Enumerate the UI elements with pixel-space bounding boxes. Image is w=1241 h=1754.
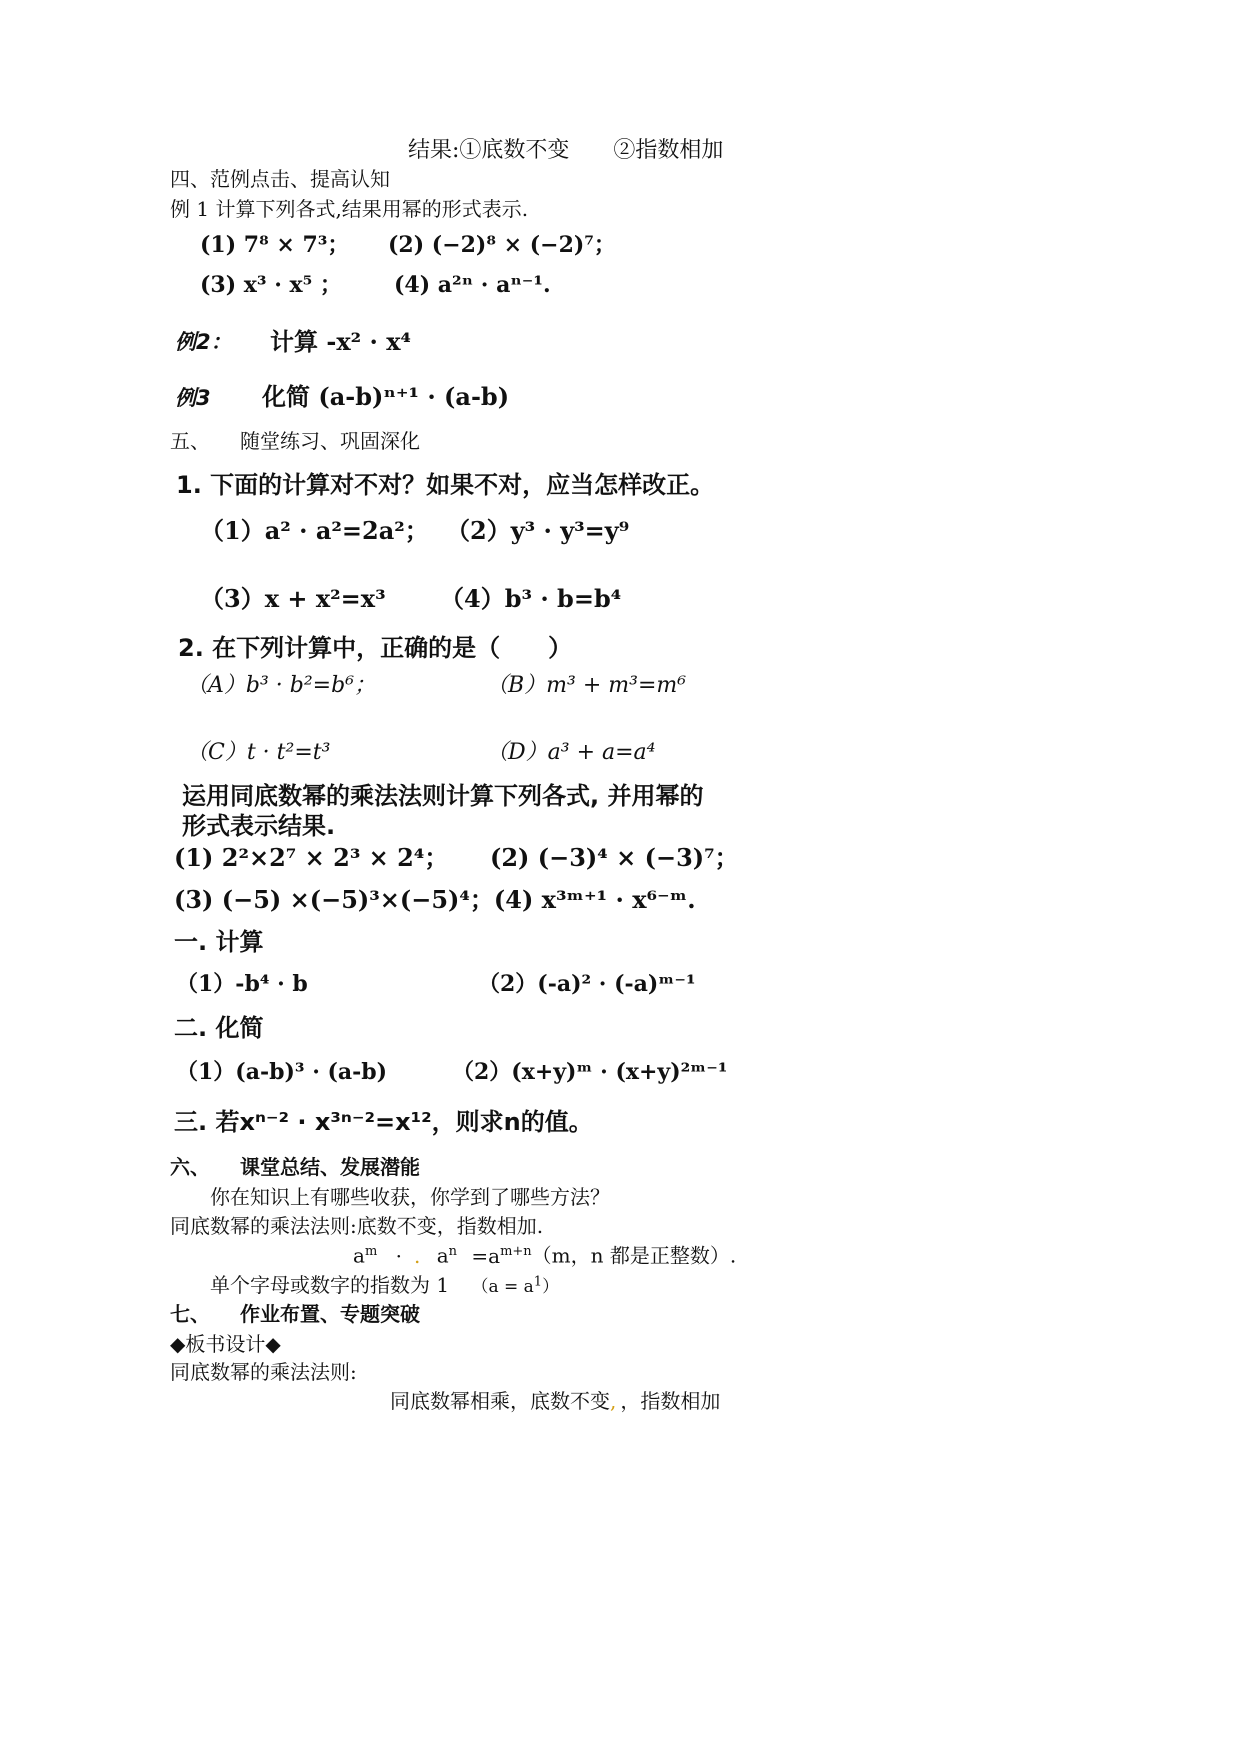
ex1-item-1: (1) 7⁸ × 7³； <box>200 232 350 258</box>
result-line: 结果:①底数不变 ②指数相加 <box>408 138 724 163</box>
single-exponent <box>210 1275 559 1296</box>
part-two-heading: 二. 化简 <box>174 1014 264 1042</box>
formula-exp-mn: m+n <box>500 1244 532 1259</box>
board-summary: 同底数幂相乘，底数不变, ，指数相加 <box>390 1389 721 1413</box>
summary-question: 你在知识上有哪些收获，你学到了哪些方法？ <box>210 1185 610 1209</box>
question-3-line-2: 形式表示结果. <box>182 812 336 840</box>
example2-label: 例2： <box>175 330 232 354</box>
example2-text: 计算 -x² · x⁴ <box>270 327 412 356</box>
section4-heading: 四、范例点击、提高认知 <box>170 167 390 191</box>
formula-exp-n: n <box>448 1244 458 1259</box>
question-2: 2. 在下列计算中，正确的是（ ） <box>178 634 573 662</box>
q2-option-c: （C）t · t²=t³ <box>186 740 331 765</box>
ex1-item-3: (3) x³ · x⁵ ； <box>200 272 342 298</box>
q1-item-1: （1）a² · a²=2a²； <box>200 516 429 545</box>
q3-item-3: (3) (−5) ×(−5)³×(−5)⁴；(4) x³ᵐ⁺¹ · x⁶⁻ᵐ. <box>174 885 696 914</box>
q1-item-4: （4）b³ · b=b⁴ <box>440 584 622 613</box>
part-one-item-2: （2）(-a)² · (-a)ᵐ⁻¹ <box>478 971 696 997</box>
formula-base-a: a <box>353 1243 365 1268</box>
single-exponent-text: 单个字母或数字的指数为 1 <box>210 1273 450 1297</box>
q3-item-1: (1) 2²×2⁷ × 2³ × 2⁴； <box>174 843 449 872</box>
question-1: 1. 下面的计算对不对？如果不对，应当怎样改正。 <box>176 471 715 499</box>
ex1-item-2: (2) (−2)⁸ × (−2)⁷； <box>388 232 616 258</box>
board-subtitle: 同底数幂的乘法法则: <box>170 1360 357 1384</box>
part-one-item-1: （1）-b⁴ · b <box>176 971 308 997</box>
section6-heading: 六、 课堂总结、发展潜能 <box>170 1155 420 1179</box>
board-summary-a: 同底数幂相乘，底数不变 <box>390 1389 610 1413</box>
q2-option-b: （B）m³ + m³=m⁶ <box>486 673 687 698</box>
example3-text: 化简 (a-b)ⁿ⁺¹ · (a-b) <box>262 382 510 411</box>
part-two-item-2: （2）(x+y)ᵐ · (x+y)²ᵐ⁻¹ <box>452 1059 728 1085</box>
formula-dot: · <box>395 1243 402 1268</box>
section7-heading: 七、 作业布置、专题突破 <box>170 1302 420 1326</box>
question-3-line-1: 运用同底数幂的乘法法则计算下列各式, 并用幂的 <box>182 782 704 810</box>
formula-note: （m，n 都是正整数）. <box>531 1243 737 1268</box>
formula-line <box>353 1245 736 1266</box>
example1-intro: 例 1 计算下列各式,结果用幂的形式表示. <box>170 197 529 221</box>
q2-option-a: （A）b³ · b²=b⁶； <box>186 673 377 698</box>
q1-item-3: （3）x + x²=x³ <box>200 584 386 613</box>
formula-exp-m: m <box>364 1244 378 1259</box>
q1-item-2: （2）y³ · y³=y⁹ <box>446 516 630 545</box>
single-exponent-note: $(a = a^1)$ <box>471 1274 560 1297</box>
formula-mark: . <box>413 1243 421 1268</box>
q3-item-2: (2) (−3)⁴ × (−3)⁷； <box>490 843 739 872</box>
part-two-item-1: （1）(a-b)³ · (a-b) <box>176 1059 388 1085</box>
ex1-item-4: (4) a²ⁿ · aⁿ⁻¹. <box>394 272 551 298</box>
formula-result: =a <box>471 1243 501 1268</box>
part-three: 三. 若xⁿ⁻² · x³ⁿ⁻²=x¹²，则求n的值。 <box>174 1108 593 1136</box>
part-one-heading: 一. 计算 <box>174 928 264 956</box>
section5-heading: 五、 随堂练习、巩固深化 <box>170 429 420 453</box>
board-title: ◆板书设计◆ <box>170 1332 281 1356</box>
formula-base-a2: a <box>436 1243 449 1268</box>
board-summary-b: 指数相加 <box>640 1389 721 1413</box>
example3-label: 例3 <box>175 386 211 410</box>
q2-option-d: （D）a³ + a=a⁴ <box>486 740 656 765</box>
summary-rule: 同底数幂的乘法法则:底数不变，指数相加. <box>170 1214 544 1238</box>
